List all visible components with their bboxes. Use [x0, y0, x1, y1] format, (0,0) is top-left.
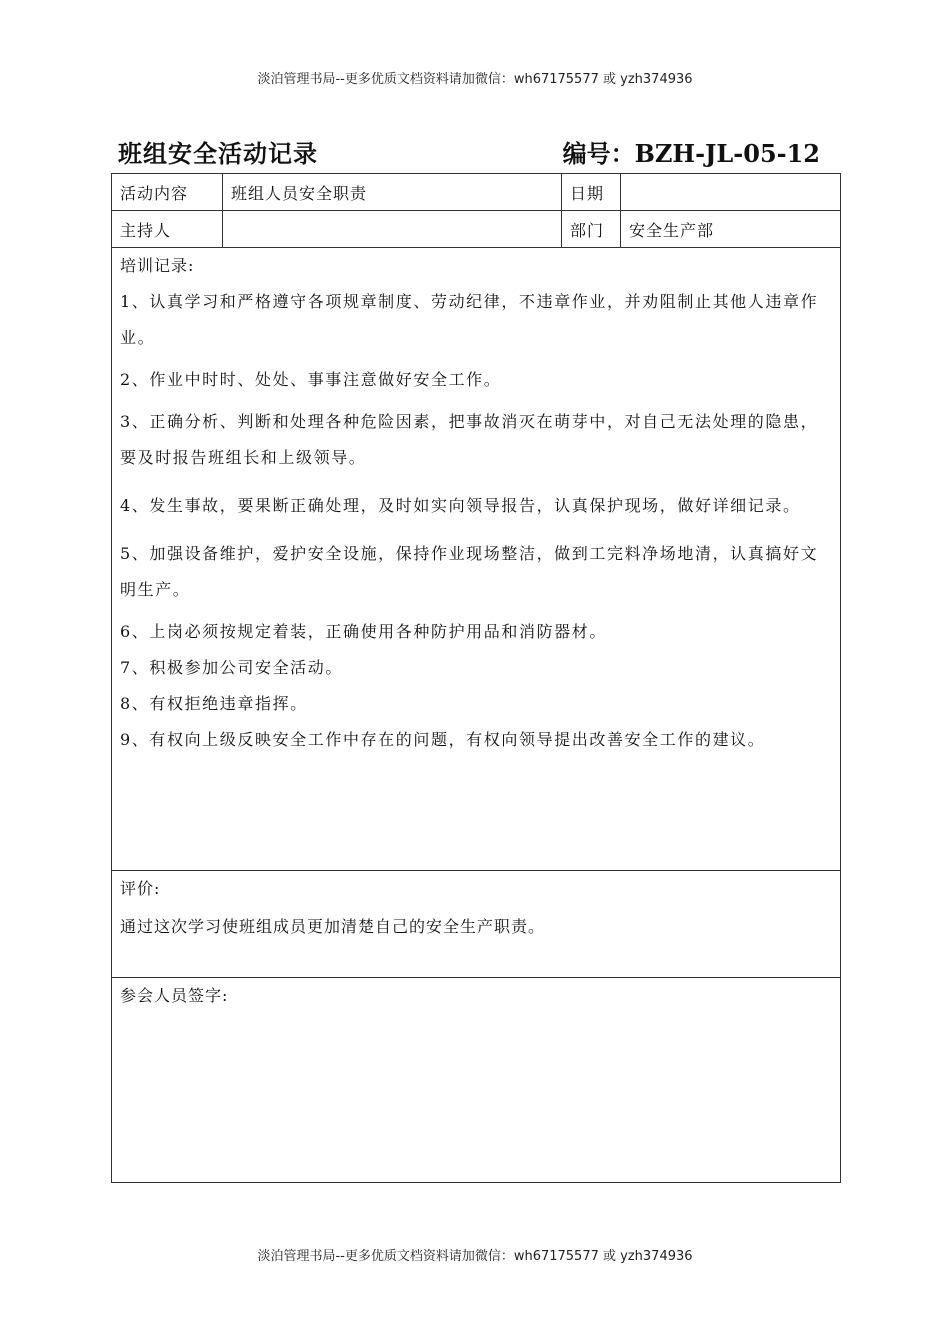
document-code: 编号：BZH-JL-05-12: [562, 139, 820, 168]
training-item: 3、正确分析、判断和处理各种危险因素，把事故消灭在萌芽中，对自己无法处理的隐患，要及时报告班组长和上级领导。: [120, 412, 819, 467]
activity-value: 班组人员安全职责: [223, 174, 562, 211]
training-label: 培训记录:: [120, 256, 195, 275]
evaluation-row: [112, 871, 841, 978]
training-item: 2、作业中时时、处处、事事注意做好安全工作。: [120, 370, 502, 389]
evaluation-cell: [112, 871, 841, 978]
evaluation-label: 评价:: [120, 879, 161, 898]
signature-row: [112, 978, 841, 1183]
dept-value: 安全生产部: [621, 211, 841, 248]
header-watermark-note: 淡泊管理书局--更多优质文档资料请加微信：wh67175577 或 yzh374936: [257, 72, 693, 87]
host-label: 主持人: [112, 211, 223, 248]
footer-watermark-note: 淡泊管理书局--更多优质文档资料请加微信：wh67175577 或 yzh374936: [257, 1249, 693, 1264]
date-label: 日期: [562, 174, 621, 211]
host-value: [223, 211, 562, 248]
training-item: 6、上岗必须按规定着装，正确使用各种防护用品和消防器材。: [120, 622, 607, 641]
dept-label: 部门: [562, 211, 621, 248]
date-value: [621, 174, 841, 211]
training-row: [112, 248, 841, 871]
training-item: 5、加强设备维护，爱护安全设施，保持作业现场整洁，做到工完料净场地清，认真搞好文明生产。: [120, 544, 819, 599]
training-item: 4、发生事故，要果断正确处理，及时如实向领导报告，认真保护现场，做好详细记录。: [120, 496, 801, 515]
activity-record-table: [111, 173, 841, 1183]
signature-cell: [112, 978, 841, 1183]
signature-label: 参会人员签字:: [120, 986, 229, 1005]
activity-row: [112, 174, 841, 211]
training-cell: [112, 248, 841, 871]
host-row: [112, 211, 841, 248]
training-item: 7、积极参加公司安全活动。: [120, 658, 343, 677]
evaluation-text: 通过这次学习使班组成员更加清楚自己的安全生产职责。: [120, 917, 546, 936]
training-item: 8、有权拒绝违章指挥。: [120, 694, 308, 713]
training-list: [120, 284, 832, 752]
activity-label: 活动内容: [112, 174, 223, 211]
document-title: 班组安全活动记录: [118, 139, 318, 168]
training-item: 1、认真学习和严格遵守各项规章制度、劳动纪律，不违章作业，并劝阻制止其他人违章作业。: [120, 292, 819, 347]
training-item: 9、有权向上级反映安全工作中存在的问题，有权向领导提出改善安全工作的建议。: [120, 730, 766, 749]
